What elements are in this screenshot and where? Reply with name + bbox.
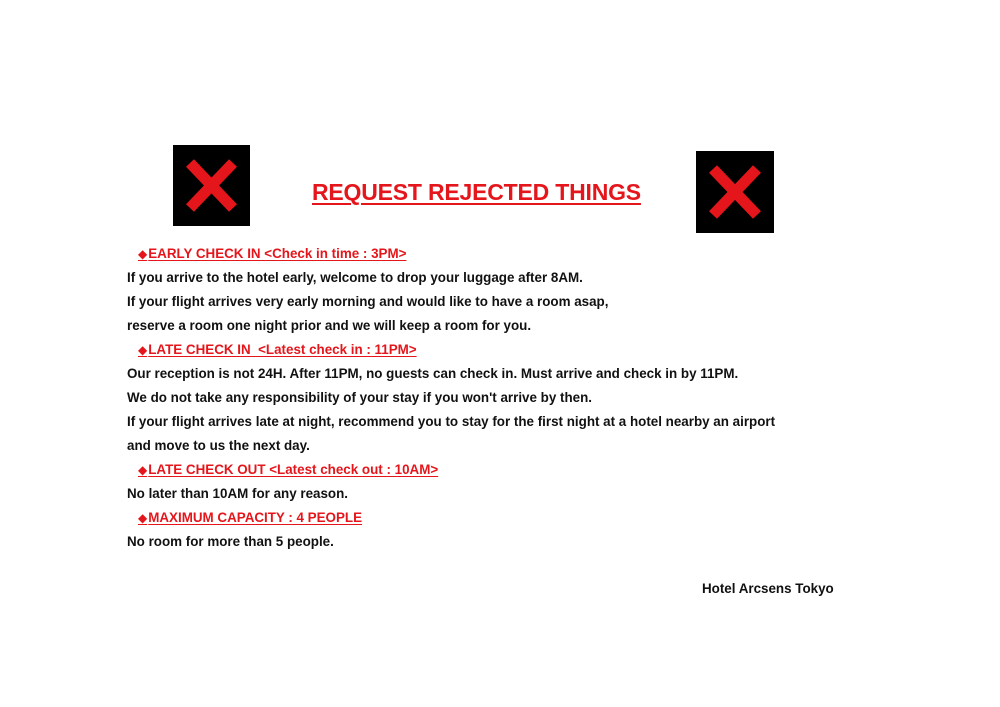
rule-line: If you arrive to the hotel early, welcome to drop your luggage after 8AM. <box>127 270 583 285</box>
cross-mark-icon <box>173 145 250 226</box>
section-heading-maximum-capacity <box>127 506 847 530</box>
rule-line: If your flight arrives late at night, recommend you to stay for the first night at a hotel nearby an airport <box>127 414 776 429</box>
rule-line: Our reception is not 24H. After 11PM, no guests can check in. Must arrive and check in by 11PM. <box>127 366 739 381</box>
section-heading-late-check-out <box>127 458 847 482</box>
diamond-bullet-icon: ◆ <box>138 247 148 261</box>
section-heading-text: LATE CHECK OUT <Latest check out : 10AM> <box>148 462 439 477</box>
section-heading-text: MAXIMUM CAPACITY : 4 PEOPLE <box>148 510 363 525</box>
rules-list <box>127 242 847 554</box>
rule-line: No room for more than 5 people. <box>127 534 334 549</box>
rule-line: No later than 10AM for any reason. <box>127 486 348 501</box>
hotel-signature: Hotel Arcsens Tokyo <box>702 581 834 596</box>
rule-line: If your flight arrives very early morning and would like to have a room asap, <box>127 294 609 309</box>
section-heading-text: LATE CHECK IN <Latest check in : 11PM> <box>148 342 417 357</box>
page-title: REQUEST REJECTED THINGS <box>312 179 641 205</box>
section-heading-late-check-in <box>127 338 847 362</box>
diamond-bullet-icon: ◆ <box>138 463 148 477</box>
section-heading-early-check-in <box>127 242 847 266</box>
rule-line: reserve a room one night prior and we will keep a room for you. <box>127 318 532 333</box>
section-heading-text: EARLY CHECK IN <Check in time : 3PM> <box>148 246 407 261</box>
cross-mark-icon <box>696 151 774 233</box>
diamond-bullet-icon: ◆ <box>138 511 148 525</box>
rule-line: and move to us the next day. <box>127 438 310 453</box>
diamond-bullet-icon: ◆ <box>138 343 148 357</box>
rule-line: We do not take any responsibility of your stay if you won't arrive by then. <box>127 390 592 405</box>
